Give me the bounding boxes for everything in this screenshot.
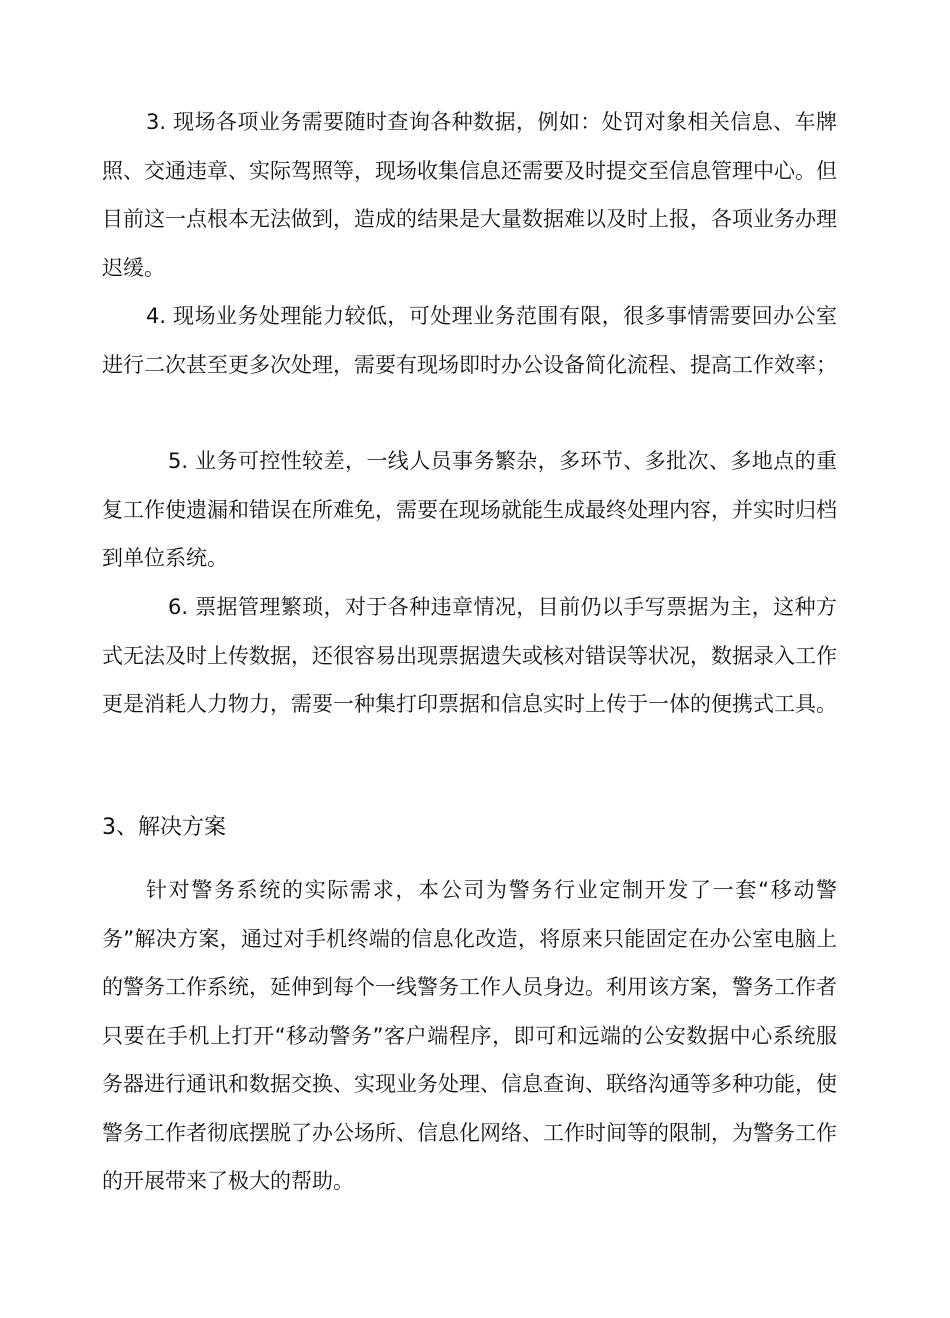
section-heading: 3、解决方案 <box>102 815 226 840</box>
paragraph-item-5: 5. 业务可控性较差，一线人员事务繁杂，多环节、多批次、多地点的重复工作使遗漏和错误在所难免，需要在现场就能生成最终处理内容，并实时归档到单位系统。 <box>102 449 837 570</box>
solution-paragraph: 针对警务系统的实际需求，本公司为警务行业定制开发了一套“移动警务”解决方案，通过对手机终端的信息化改造，将原来只能固定在办公室电脑上的警务工作系统，延伸到每个一线警务工作人员身边。利用该方案，警务工作者只要在手机上打开“移动警务”客户端程序，即可和远端的公安数据中心系统服务器进行通讯和数据交换、实现业务处理、信息查询、联络沟通等多种功能，使警务工作者彻底摆脱了办公场所、信息化网络、工作时间等的限制，为警务工作的开展带来了极大的帮助。 <box>102 878 837 1193</box>
paragraph-item-4: 4. 现场业务处理能力较低，可处理业务范围有限，很多事情需要回办公室进行二次甚至更多次处理，需要有现场即时办公设备简化流程、提高工作效率； <box>102 304 837 377</box>
paragraph-item-3: 3. 现场各项业务需要随时查询各种数据，例如：处罚对象相关信息、车牌照、交通违章、实际驾照等，现场收集信息还需要及时提交至信息管理中心。但目前这一点根本无法做到，造成的结果是大量数据难以及时上报，各项业务办理迟缓。 <box>102 110 837 280</box>
paragraph-item-6: 6. 票据管理繁琐，对于各种违章情况，目前仍以手写票据为主，这种方式无法及时上传数据，还很容易出现票据遗失或核对错误等状况，数据录入工作更是消耗人力物力，需要一种集打印票据和信息实时上传于一体的便携式工具。 <box>102 595 837 716</box>
